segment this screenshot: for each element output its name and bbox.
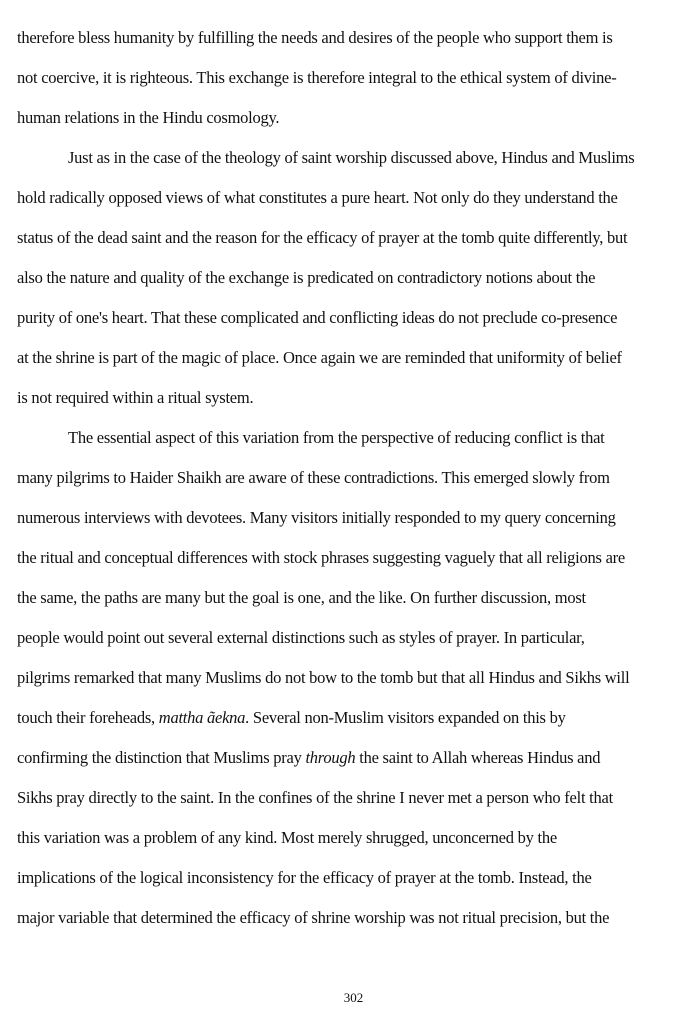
text-line: The essential aspect of this variation from the perspective of reducing conflict is that [68, 428, 605, 447]
text-line: hold radically opposed views of what constitutes a pure heart. Not only do they understand the [17, 188, 618, 207]
text-line: not coercive, it is righteous. This exchange is therefore integral to the ethical system of divine- [17, 68, 617, 87]
text-line: the same, the paths are many but the goal is one, and the like. On further discussion, most [17, 588, 586, 607]
text-line: major variable that determined the efficacy of shrine worship was not ritual precision, but the [17, 908, 610, 927]
text-run: . Several non-Muslim visitors expanded on this by [245, 708, 566, 727]
text-line: pilgrims remarked that many Muslims do not bow to the tomb but that all Hindus and Sikhs will [17, 668, 630, 687]
text-run: the saint to Allah whereas Hindus and [355, 748, 601, 767]
text-run: touch their foreheads, [17, 708, 159, 727]
text-line: therefore bless humanity by fulfilling the needs and desires of the people who support them is [17, 28, 613, 47]
text-line: people would point out several external distinctions such as styles of prayer. In particular, [17, 628, 585, 647]
text-line: Just as in the case of the theology of saint worship discussed above, Hindus and Muslims [68, 148, 635, 167]
text-line [17, 708, 566, 728]
text-line: many pilgrims to Haider Shaikh are aware of these contradictions. This emerged slowly from [17, 468, 610, 487]
text-line: also the nature and quality of the exchange is predicated on contradictory notions about the [17, 268, 596, 287]
text-line: status of the dead saint and the reason for the efficacy of prayer at the tomb quite differently, but [17, 228, 628, 247]
text-line: Sikhs pray directly to the saint. In the confines of the shrine I never met a person who felt that [17, 788, 613, 807]
page-number: 302 [343, 990, 364, 1005]
italic-term: mattha ãekna [158, 708, 246, 727]
text-line [17, 748, 600, 768]
text-line: purity of one's heart. That these complicated and conflicting ideas do not preclude co-presence [17, 308, 618, 327]
text-line: at the shrine is part of the magic of place. Once again we are reminded that uniformity of belief [17, 348, 622, 367]
text-line: the ritual and conceptual differences with stock phrases suggesting vaguely that all religions are [17, 548, 625, 567]
text-line: implications of the logical inconsistency for the efficacy of prayer at the tomb. Instead, the [17, 868, 592, 887]
text-line: is not required within a ritual system. [17, 388, 254, 407]
text-line: numerous interviews with devotees. Many visitors initially responded to my query concerning [17, 508, 616, 527]
text-line: this variation was a problem of any kind. Most merely shrugged, unconcerned by the [17, 828, 557, 847]
text-line: human relations in the Hindu cosmology. [17, 108, 280, 127]
italic-emphasis: through [305, 748, 356, 767]
text-run: confirming the distinction that Muslims pray [17, 748, 306, 767]
